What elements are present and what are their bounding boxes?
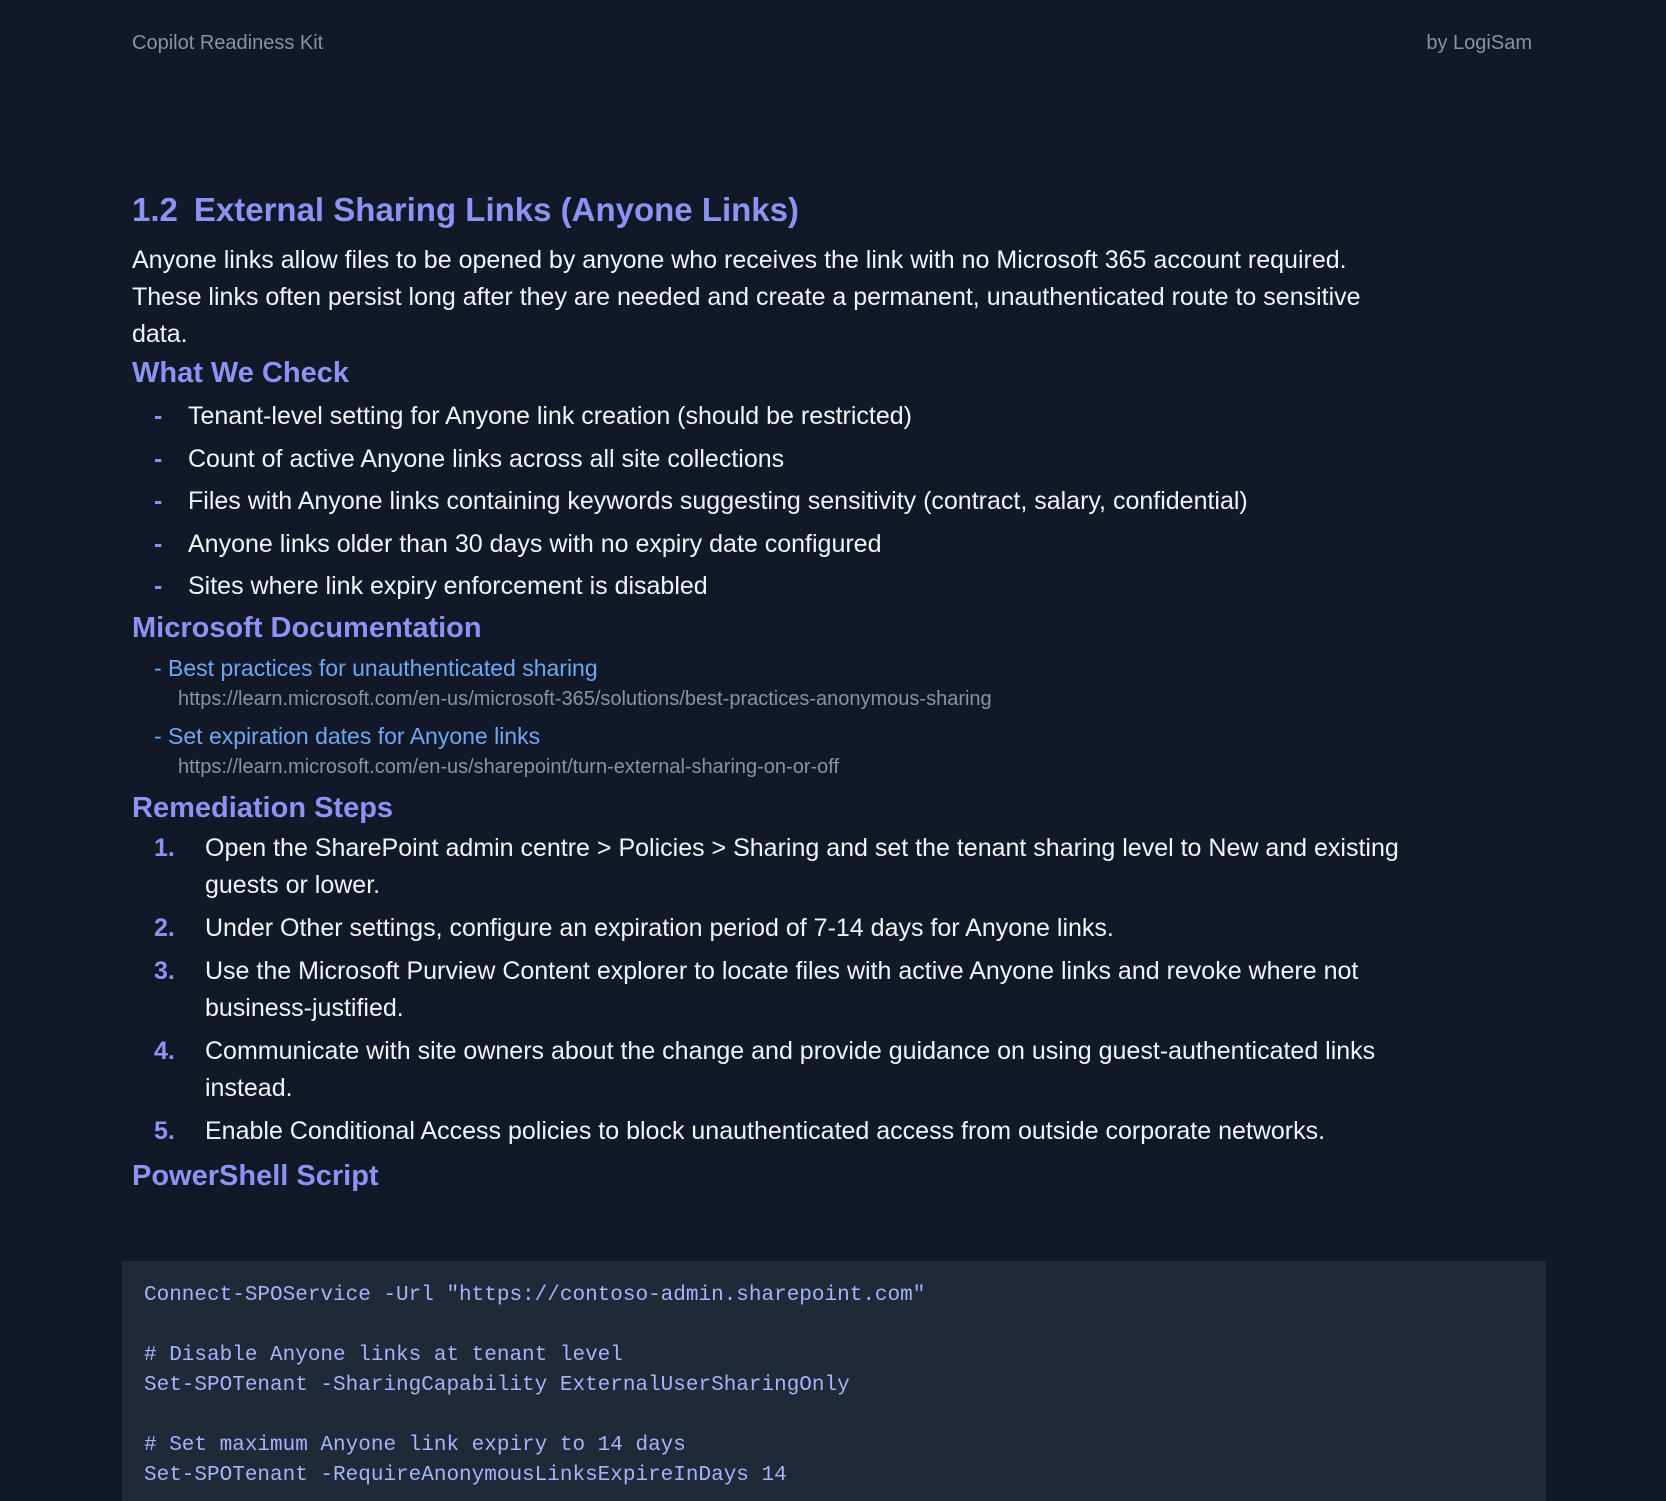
section-number: 1.2 — [132, 191, 178, 228]
bullet-dash: - — [154, 529, 163, 558]
author-credit: by LogiSam — [1426, 32, 1532, 54]
code-line — [144, 1401, 1524, 1431]
doc-link-best-practices[interactable]: - Best practices for unauthenticated sharing — [154, 654, 598, 681]
code-line: Set-SPOTenant -RequireAnonymousLinksExpireInDays 14 — [144, 1464, 787, 1487]
code-comment: # Set maximum Anyone link expiry to 14 days — [144, 1434, 686, 1457]
bullet-dash: - — [154, 572, 163, 600]
remediation-heading: Remediation Steps — [132, 791, 394, 824]
kit-title: Copilot Readiness Kit — [132, 32, 324, 54]
check-list — [132, 395, 1552, 608]
list-item-text: Sites where link expiry enforcement is disabled — [188, 572, 708, 600]
doc-item — [132, 652, 1552, 714]
main-content — [132, 188, 1552, 1196]
code-line: Connect-SPOService -Url "https://contoso-admin.sharepoint.com" — [144, 1284, 926, 1307]
step-text: Enable Conditional Access policies to block unauthenticated access from outside corporate networks. — [205, 1116, 1326, 1145]
powershell-heading: PowerShell Script — [132, 1159, 379, 1192]
step-number: 4. — [154, 1036, 175, 1065]
list-item — [132, 438, 1552, 481]
docs-heading: Microsoft Documentation — [132, 611, 482, 644]
list-item — [132, 395, 1552, 438]
section-intro: Anyone links allow files to be opened by anyone who receives the link with no Microsoft 365 account required. These links often persist long after they are needed and create a permanent, unauthenticated route to sensitive data. — [132, 246, 1361, 348]
code-line — [144, 1311, 1524, 1341]
step-text: Open the SharePoint admin centre > Policies > Sharing and set the tenant sharing level to New and existing guests or lower. — [205, 833, 1399, 899]
list-item-text: Tenant-level setting for Anyone link creation (should be restricted) — [188, 402, 912, 430]
docs-list — [132, 652, 1552, 782]
step-item — [132, 953, 1552, 1027]
list-item-text: Count of active Anyone links across all site collections — [188, 444, 785, 473]
bullet-dash: - — [154, 487, 163, 515]
doc-link-expiration-dates[interactable]: - Set expiration dates for Anyone links — [154, 722, 541, 749]
step-item — [132, 910, 1552, 947]
list-item-text: Anyone links older than 30 days with no expiry date configured — [188, 529, 882, 558]
list-item — [132, 565, 1552, 608]
what-we-check-heading: What We Check — [132, 357, 350, 389]
powershell-code-block[interactable] — [122, 1261, 1546, 1501]
step-number: 3. — [154, 956, 175, 985]
page-header — [132, 0, 1532, 90]
step-number: 1. — [154, 833, 175, 862]
step-number: 5. — [154, 1116, 175, 1145]
code-comment: # Disable Anyone links at tenant level — [144, 1344, 623, 1367]
step-text: Communicate with site owners about the change and provide guidance on using guest-authenticated links instead. — [205, 1036, 1376, 1102]
step-number: 2. — [154, 913, 175, 942]
list-item — [132, 480, 1552, 523]
bullet-dash: - — [154, 444, 163, 473]
list-item-text: Files with Anyone links containing keywords suggesting sensitivity (contract, salary, confidential) — [188, 487, 1248, 515]
step-item — [132, 1113, 1552, 1150]
section-title — [132, 188, 1552, 232]
doc-url: https://learn.microsoft.com/en-us/sharepoint/turn-external-sharing-on-or-off — [178, 755, 840, 778]
step-text: Under Other settings, configure an expiration period of 7-14 days for Anyone links. — [205, 913, 1114, 942]
section-title-text: External Sharing Links (Anyone Links) — [193, 191, 799, 228]
step-item — [132, 1033, 1552, 1107]
doc-url: https://learn.microsoft.com/en-us/microsoft-365/solutions/best-practices-anonymous-sharing — [178, 687, 992, 710]
step-text: Use the Microsoft Purview Content explorer to locate files with active Anyone links and revoke where not business-justified. — [205, 956, 1359, 1022]
bullet-dash: - — [154, 402, 163, 430]
code-line: Set-SPOTenant -SharingCapability ExternalUserSharingOnly — [144, 1374, 850, 1397]
doc-item — [132, 720, 1552, 782]
remediation-list — [132, 830, 1552, 1150]
list-item — [132, 523, 1552, 566]
step-item — [132, 830, 1552, 904]
code-content — [144, 1281, 1524, 1491]
